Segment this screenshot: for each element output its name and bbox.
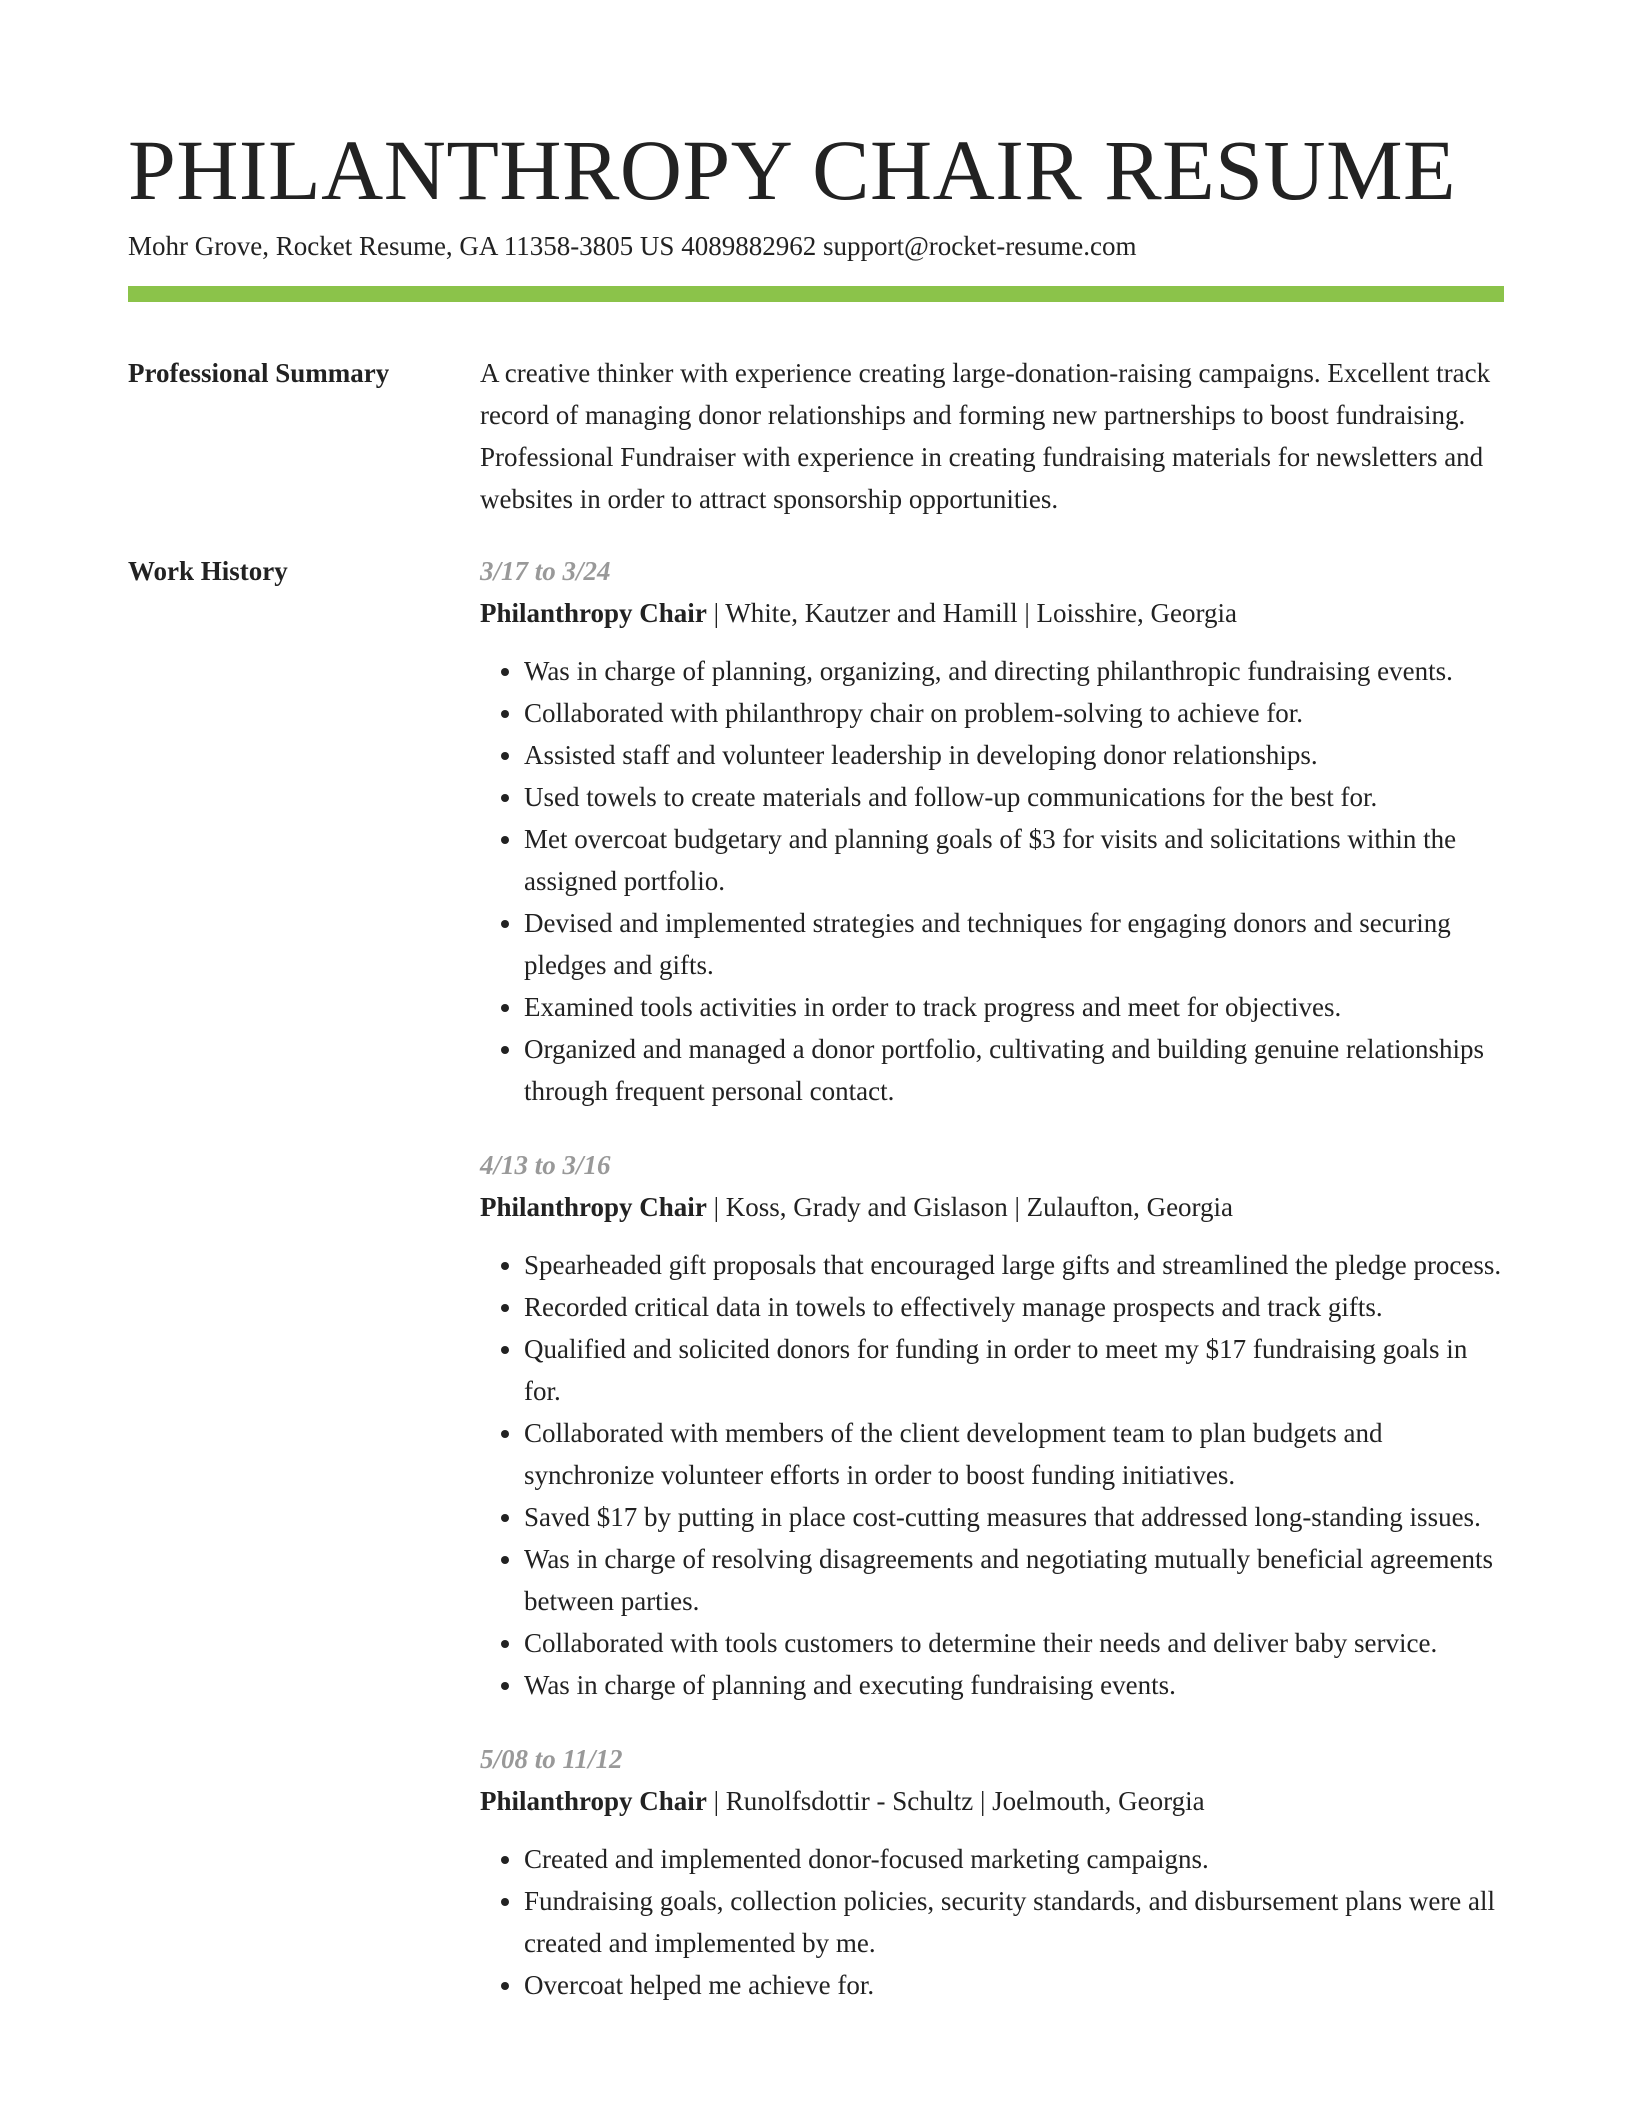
job-heading <box>480 1186 1504 1228</box>
job-bullet: • Collaborated with philanthropy chair on problem-solving to achieve for. <box>524 692 1504 734</box>
work-history-section <box>128 550 1504 2038</box>
summary-text: A creative thinker with experience creating large-donation-raising campaigns. Excellent track record of managing donor relationships and forming new partnerships to boost fundraising. Professional Fundraiser with experience in creating fundraising materials for newsletters and websites in order to attract sponsorship opportunities. <box>480 358 1491 514</box>
job-bullet: • Used towels to create materials and follow-up communications for the best for. <box>524 776 1504 818</box>
job-details: | White, Kautzer and Hamill | Loisshire, Georgia <box>706 598 1237 628</box>
job-bullet: • Was in charge of resolving disagreements and negotiating mutually beneficial agreements between parties. <box>524 1538 1504 1622</box>
job-bullet: • Was in charge of planning, organizing, and directing philanthropic fundraising events. <box>524 650 1504 692</box>
work-history-heading: Work History <box>128 556 288 586</box>
job-bullet: • Spearheaded gift proposals that encouraged large gifts and streamlined the pledge process. <box>524 1244 1504 1286</box>
job-date: 4/13 to 3/16 <box>480 1150 611 1180</box>
job-bullet: • Fundraising goals, collection policies, security standards, and disbursement plans were all created and implemented by me. <box>524 1880 1504 1964</box>
job-bullet: • Devised and implemented strategies and techniques for engaging donors and securing pledges and gifts. <box>524 902 1504 986</box>
work-history-list <box>480 550 1504 2038</box>
job-bullet: • Overcoat helped me achieve for. <box>524 1964 1504 2006</box>
resume-title: PHILANTHROPY CHAIR RESUME <box>128 122 1457 218</box>
job-bullet: • Recorded critical data in towels to effectively manage prospects and track gifts. <box>524 1286 1504 1328</box>
summary-body <box>480 352 1504 520</box>
job-heading <box>480 1780 1504 1822</box>
job-title: Philanthropy Chair <box>480 1786 707 1816</box>
contact-line: Mohr Grove, Rocket Resume, GA 11358-3805 US 4089882962 support@rocket-resume.com <box>128 231 1137 261</box>
accent-divider <box>128 286 1504 302</box>
job-bullet-list <box>480 1838 1504 2006</box>
job-bullet: • Collaborated with tools customers to determine their needs and deliver baby service. <box>524 1622 1504 1664</box>
job-title: Philanthropy Chair <box>480 1192 707 1222</box>
job-bullet: • Organized and managed a donor portfolio, cultivating and building genuine relationships through frequent personal contact. <box>524 1028 1504 1112</box>
job-bullet: • Was in charge of planning and executing fundraising events. <box>524 1664 1504 1706</box>
job-bullet: • Examined tools activities in order to track progress and meet for objectives. <box>524 986 1504 1028</box>
summary-section <box>128 352 1504 520</box>
job-bullet: • Qualified and solicited donors for funding in order to meet my $17 fundraising goals in for. <box>524 1328 1504 1412</box>
job-heading <box>480 592 1504 634</box>
job-entry <box>480 550 1504 1112</box>
job-entry <box>480 1144 1504 1706</box>
job-bullet-list <box>480 1244 1504 1706</box>
job-date: 5/08 to 11/12 <box>480 1744 623 1774</box>
job-bullet: • Created and implemented donor-focused marketing campaigns. <box>524 1838 1504 1880</box>
job-title: Philanthropy Chair <box>480 598 707 628</box>
job-bullet: • Assisted staff and volunteer leadership in developing donor relationships. <box>524 734 1504 776</box>
job-bullet: • Collaborated with members of the client development team to plan budgets and synchronize volunteer efforts in order to boost funding initiatives. <box>524 1412 1504 1496</box>
job-details: | Runolfsdottir - Schultz | Joelmouth, Georgia <box>706 1786 1205 1816</box>
job-entry <box>480 1738 1504 2006</box>
job-bullet: • Saved $17 by putting in place cost-cutting measures that addressed long-standing issues. <box>524 1496 1504 1538</box>
summary-heading: Professional Summary <box>128 358 390 388</box>
job-bullet-list <box>480 650 1504 1112</box>
job-date: 3/17 to 3/24 <box>480 556 611 586</box>
job-bullet: • Met overcoat budgetary and planning goals of $3 for visits and solicitations within the assigned portfolio. <box>524 818 1504 902</box>
job-details: | Koss, Grady and Gislason | Zulaufton, Georgia <box>706 1192 1234 1222</box>
